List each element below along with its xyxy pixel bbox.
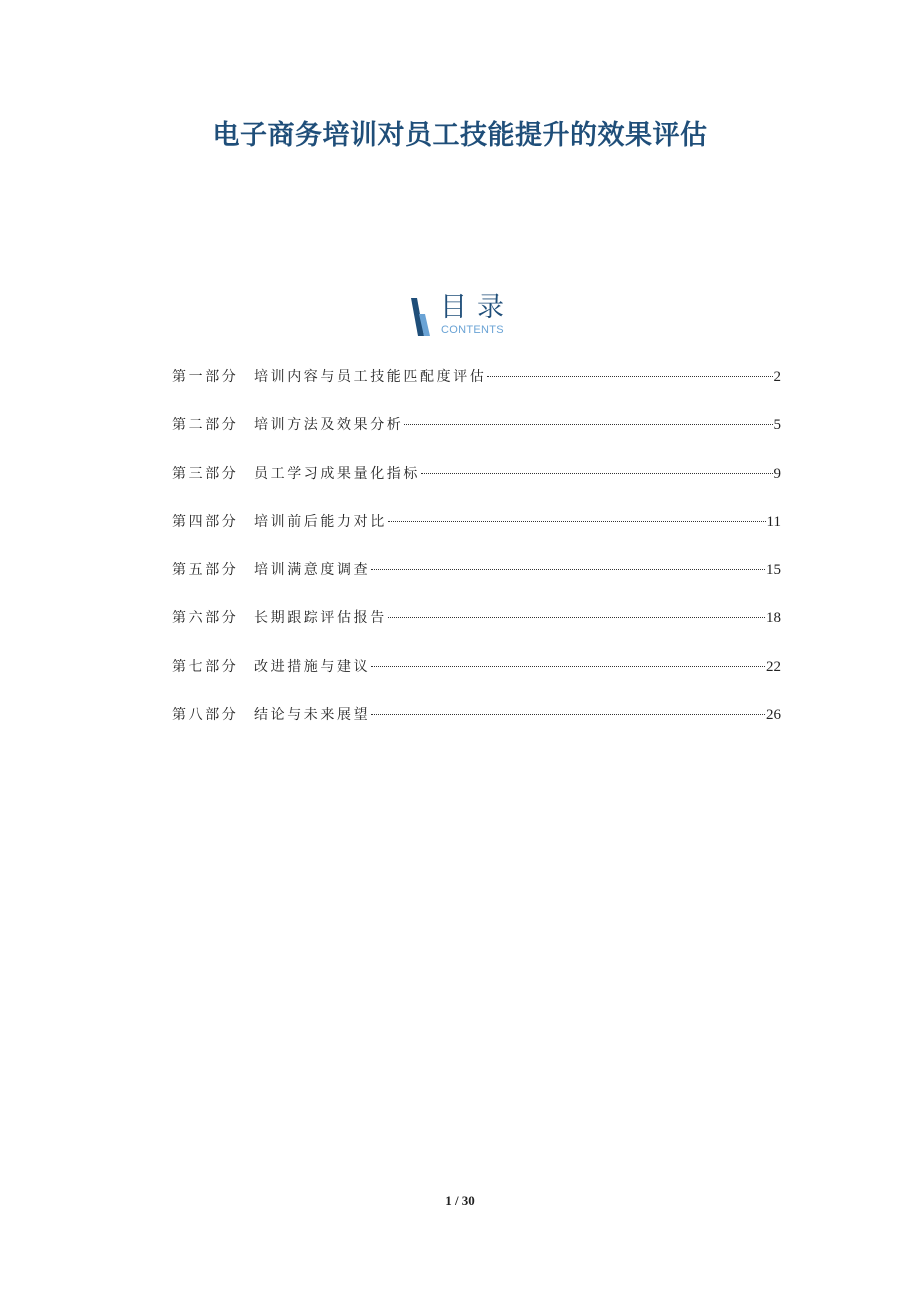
- toc-entry[interactable]: [172, 606, 781, 654]
- toc-entry-part: 第一部分: [172, 369, 239, 385]
- toc-entry-page: 2: [773, 369, 781, 385]
- toc-entry-title: 培训内容与员工技能匹配度评估: [254, 369, 487, 385]
- toc-dot-leader: [404, 424, 772, 425]
- toc-dot-leader: [388, 521, 766, 522]
- toc-entry-page: 26: [766, 707, 781, 724]
- toc-entry-part: 第七部分: [172, 658, 239, 675]
- toc-dot-leader: [371, 714, 765, 715]
- toc-entry[interactable]: [172, 510, 781, 558]
- toc-entry-title: 长期跟踪评估报告: [254, 610, 387, 627]
- toc-entry-title: 培训前后能力对比: [254, 513, 387, 530]
- table-of-contents: [172, 365, 781, 751]
- toc-entry-title: 员工学习成果量化指标: [254, 465, 420, 482]
- toc-dot-leader: [371, 666, 765, 667]
- toc-entry-page: 15: [766, 562, 781, 579]
- toc-entry-page: 5: [773, 417, 781, 434]
- toc-dot-leader: [421, 473, 773, 474]
- toc-dot-leader: [487, 376, 772, 377]
- slanted-bars-logo-icon: [408, 296, 432, 338]
- toc-entry-title: 培训满意度调查: [254, 562, 371, 579]
- toc-entry[interactable]: [172, 462, 781, 510]
- toc-entry-part: 第四部分: [172, 513, 239, 530]
- toc-entry-title: 结论与未来展望: [254, 707, 371, 724]
- toc-entry-part: 第五部分: [172, 562, 239, 579]
- toc-heading: [408, 292, 528, 342]
- toc-entry[interactable]: [172, 655, 781, 703]
- toc-heading-title: 目录: [440, 292, 514, 323]
- toc-entry-page: 18: [766, 610, 781, 627]
- toc-entry-title: 改进措施与建议: [254, 658, 371, 675]
- toc-entry[interactable]: [172, 365, 781, 413]
- toc-entry-part: 第二部分: [172, 417, 239, 434]
- toc-entry-page: 9: [773, 465, 781, 482]
- toc-dot-leader: [371, 569, 765, 570]
- toc-entry-page: 22: [766, 658, 781, 675]
- toc-dot-leader: [388, 617, 765, 618]
- toc-entry[interactable]: [172, 703, 781, 751]
- toc-entry-page: 11: [766, 513, 781, 530]
- toc-entry-part: 第六部分: [172, 610, 239, 627]
- toc-entry-part: 第三部分: [172, 465, 239, 482]
- page-number-footer: 1 / 30: [445, 1193, 475, 1208]
- toc-entry[interactable]: [172, 558, 781, 606]
- toc-heading-subtitle: CONTENTS: [441, 324, 504, 336]
- document-title: 电子商务培训对员工技能提升的效果评估: [212, 120, 708, 151]
- toc-entry-title: 培训方法及效果分析: [254, 417, 404, 434]
- toc-entry[interactable]: [172, 413, 781, 461]
- toc-entry-part: 第八部分: [172, 707, 239, 724]
